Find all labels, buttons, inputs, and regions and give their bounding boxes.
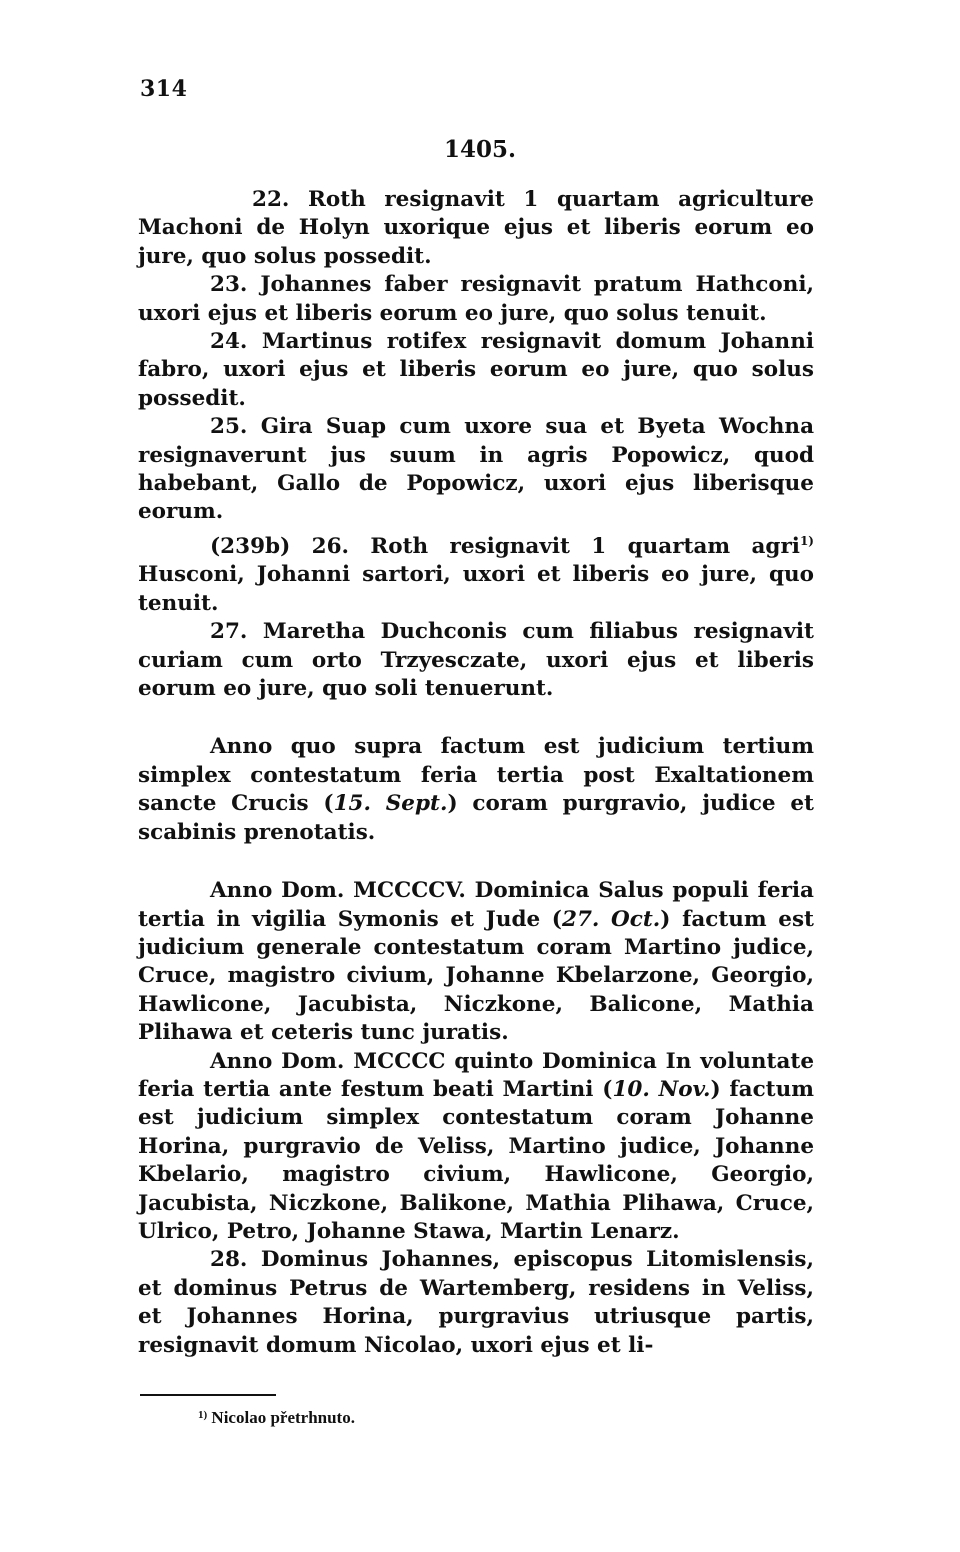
entry-text: Roth resignavit 1 quartam agriculture Machoni de Holyn uxorique ejus et liberis eorum eo jure, quo solus possedit. — [138, 187, 814, 269]
entry-26 — [138, 527, 814, 618]
entry-24 — [138, 328, 814, 413]
paragraph-text: Anno Dom. MCCCCV. Dominica Salus populi feria tertia in vigilia Symonis et Jude ( — [138, 878, 814, 932]
judicium-paragraph-2 — [138, 877, 814, 1047]
entry-text: Maretha Duchconis cum filiabus resignavit curiam cum orto Trzyesczate, uxori ejus et liberis eorum eo jure, quo soli tenuerunt. — [138, 619, 814, 702]
judicium-paragraph-3 — [138, 1048, 814, 1247]
judicium-paragraph-1 — [138, 733, 814, 847]
entry-number: 24. — [210, 329, 248, 355]
date-italic: 15. Sept. — [333, 791, 448, 817]
entry-text: Dominus Johannes, episcopus Litomislensis, et dominus Petrus de Wartemberg, residens in Veliss, et Johannes Horina, purgravius utriusque partis, resignavit domum Nicolao, uxori ejus et li- — [138, 1247, 814, 1358]
paragraph-text: ) coram purgravio, judice et scabinis prenotatis. — [138, 791, 814, 845]
entry-25 — [138, 413, 814, 527]
entry-number: 27. — [210, 619, 248, 645]
entry-number: 23. — [210, 272, 248, 298]
footnote-reference: 1) — [799, 533, 814, 548]
entry-number: 25. — [210, 414, 248, 440]
paragraph-text: ) factum est judicium simplex contestatum coram Johanne Horina, purgravio de Veliss, Martino judice, Johanne Kbelario, magistro civium, Hawlicone, Georgio, Jacubista, Niczkone, Balikone, Mathia Plihawa, Cruce, Ulrico, Petro, Johanne Stawa, Martin Lenarz. — [138, 1076, 814, 1244]
date-italic: 10. Nov. — [612, 1076, 711, 1102]
footnote-rule — [140, 1394, 276, 1396]
entry-text-continued: Husconi, Johanni sartori, uxori et liberis eo jure, quo tenuit. — [138, 562, 814, 616]
entry-28 — [138, 1246, 814, 1360]
paragraph-text: Anno Dom. MCCCC quinto Dominica In voluntate feria tertia ante festum beati Martini ( — [138, 1048, 814, 1102]
entry-text: Gira Suap cum uxore sua et Byeta Wochna resignaverunt jus suum in agris Popowicz, quod habebant, Gallo de Popowicz, uxori ejus liberisque eorum. — [138, 414, 814, 525]
body-text — [138, 186, 814, 1360]
entry-27 — [138, 618, 814, 703]
paragraph-text: Anno quo supra factum est judicium tertium simplex contestatum feria tertia post Exaltationem sancte Crucis ( — [138, 734, 814, 817]
entry-number: (239b) 26. — [210, 534, 350, 560]
running-year-header: 1405. — [443, 136, 517, 163]
entry-text: Roth resignavit 1 quartam agri — [370, 534, 800, 560]
date-italic: 27. Oct. — [561, 906, 661, 932]
entry-number: 28. — [210, 1247, 248, 1273]
footnote-mark: 1) — [198, 1409, 208, 1421]
footnote-text: Nicolao přetrhnuto. — [207, 1408, 355, 1427]
entry-text: Martinus rotifex resignavit domum Johanni fabro, uxori ejus et liberis eorum eo jure, quo solus possedit. — [138, 329, 814, 411]
entry-text: Johannes faber resignavit pratum Hathconi, uxori ejus et liberis eorum eo jure, quo solus tenuit. — [138, 272, 814, 326]
entry-23 — [138, 271, 814, 328]
entry-22 — [138, 186, 814, 271]
footnote — [198, 1408, 355, 1428]
paragraph-text: ) factum est judicium generale contestatum coram Martino judice, Cruce, magistro civium, Johanne Kbelarzone, Georgio, Hawlicone, Jacubista, Niczkone, Balicone, Mathia Plihawa et ceteris tunc juratis. — [138, 906, 814, 1046]
page-number: 314 — [140, 76, 188, 102]
entry-number: 22. — [252, 187, 290, 212]
